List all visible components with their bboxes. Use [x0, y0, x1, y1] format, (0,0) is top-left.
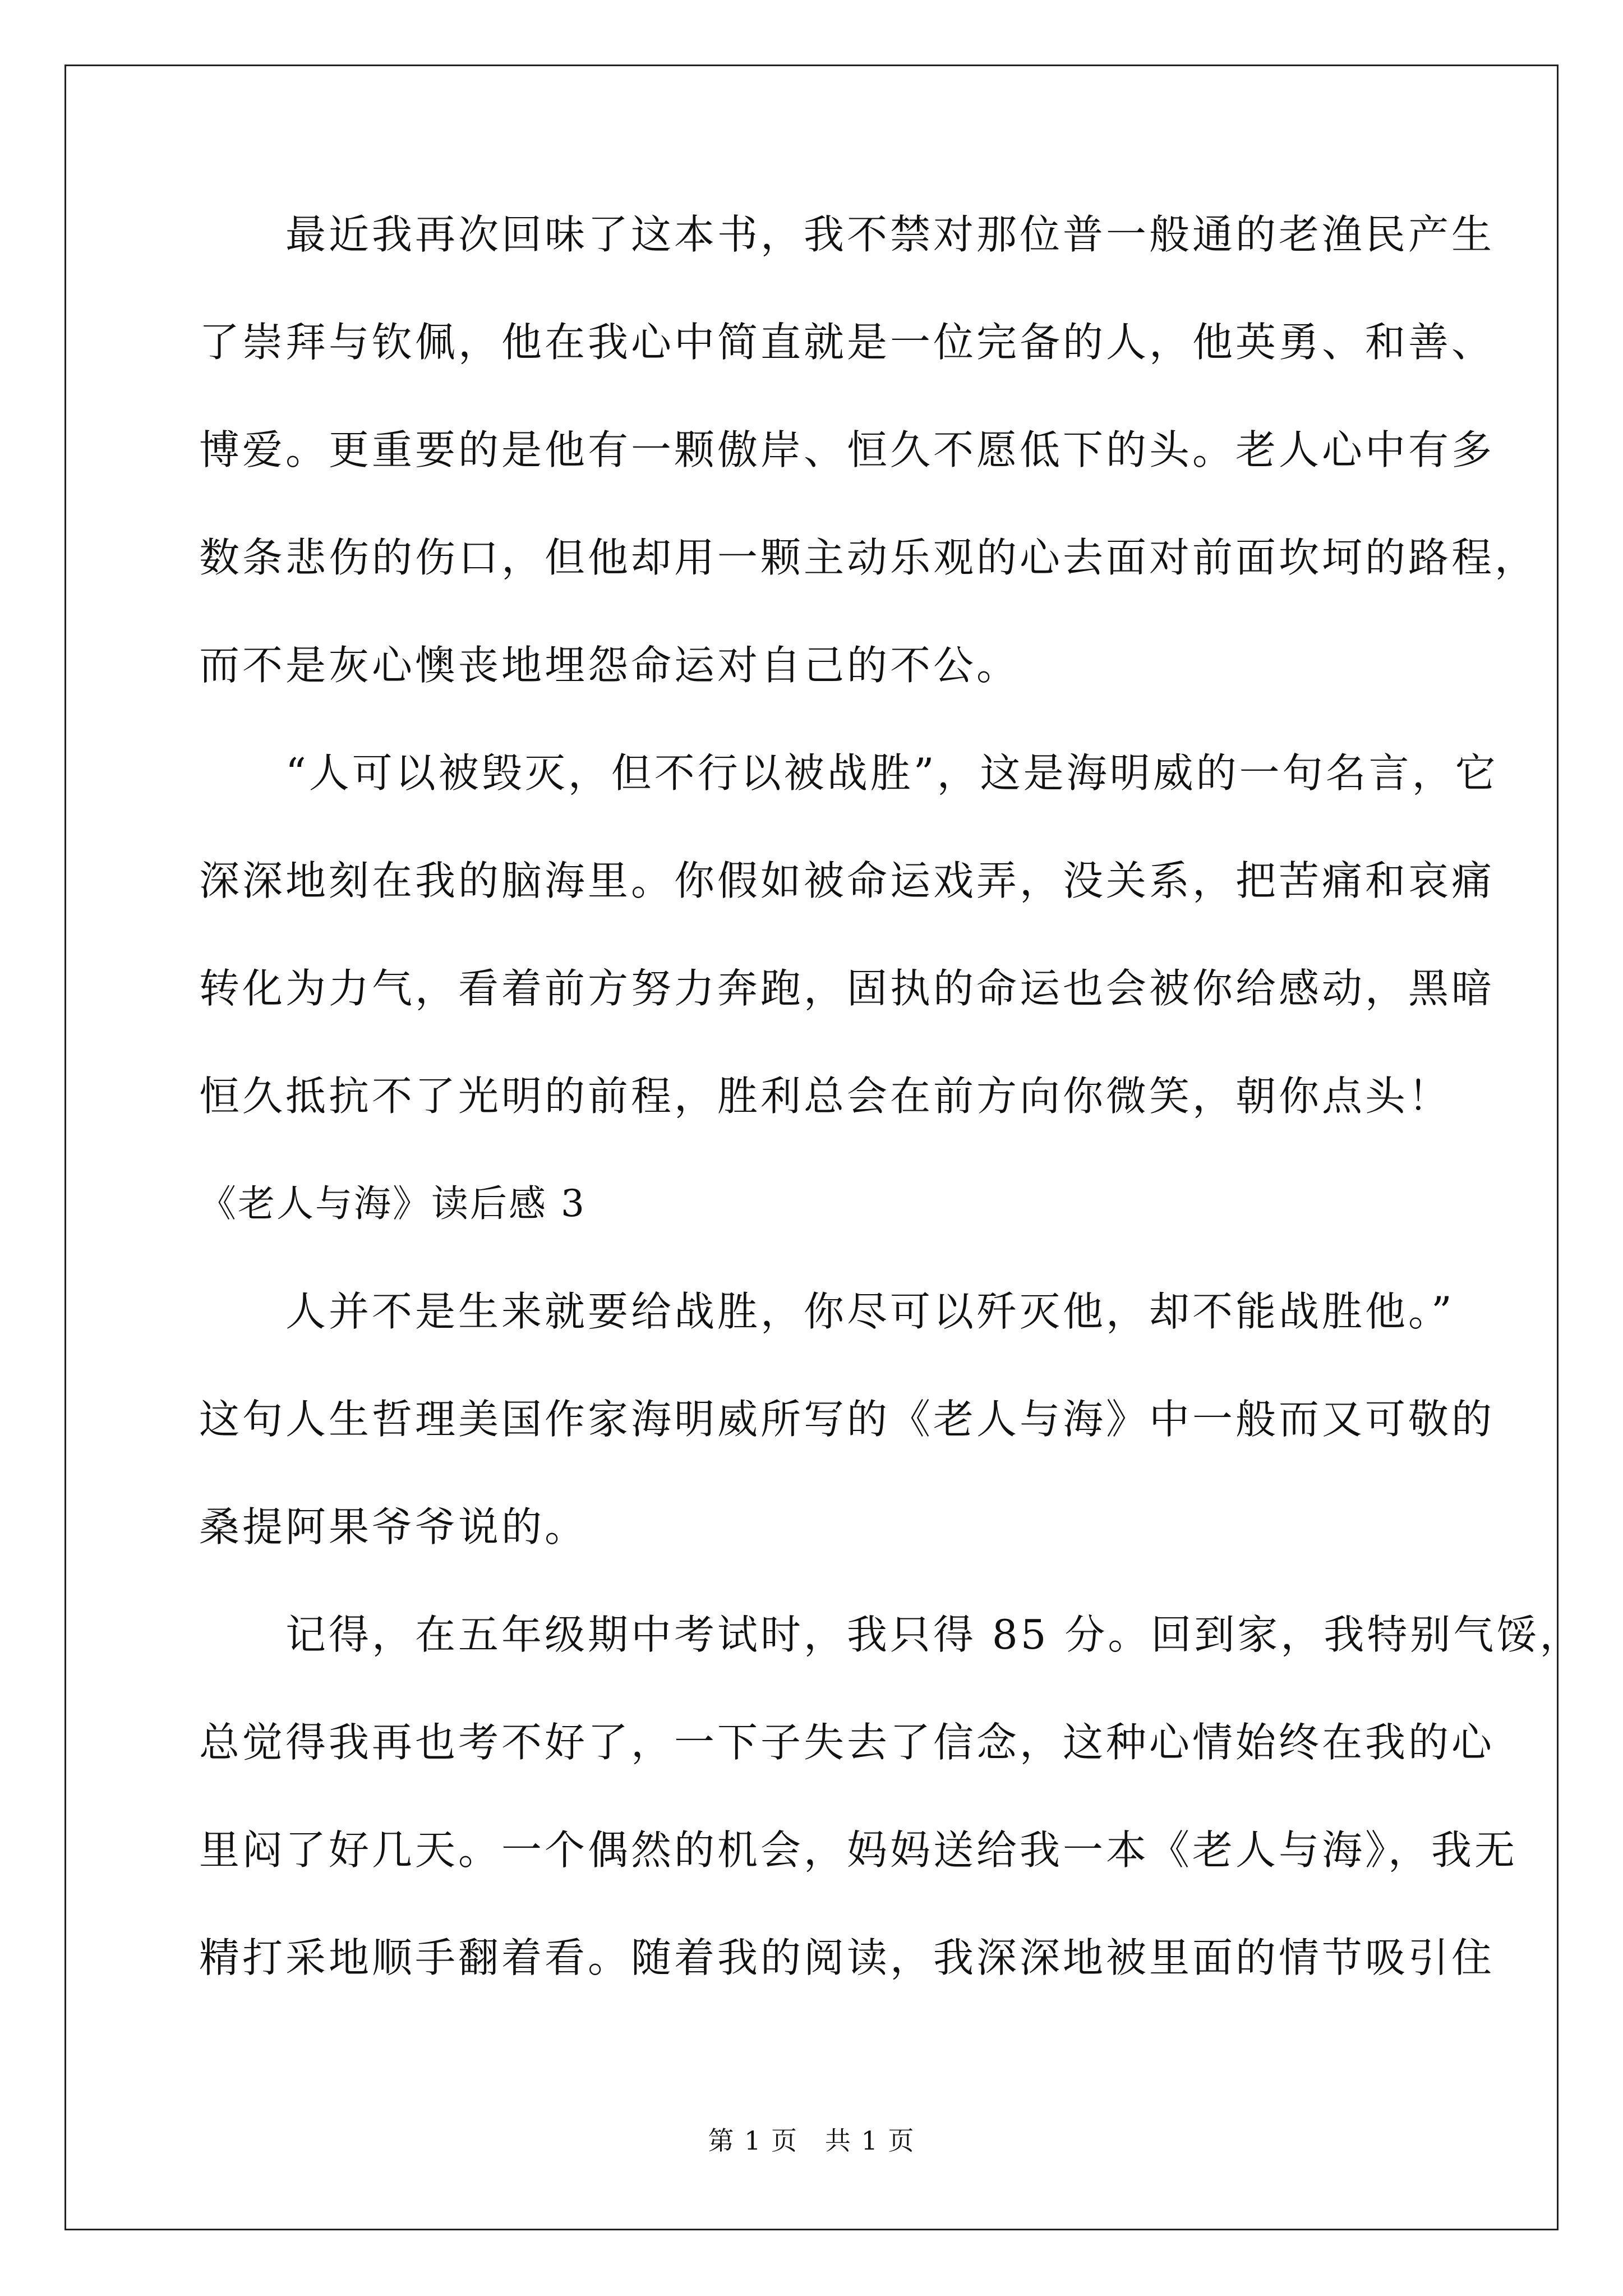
section-heading: 《老人与海》读后感 3 [199, 1182, 586, 1225]
text-line: 而不是灰心懊丧地埋怨命运对自己的不公。 [199, 642, 1020, 689]
text-line: 数条悲伤的伤口，但他却用一颗主动乐观的心去面对前面坎坷的路程， [199, 534, 1538, 581]
text-line: 这句人生哲理美国作家海明威所写的《老人与海》中一般而又可敬的 [199, 1396, 1495, 1443]
text-line: 最近我再次回味了这本书，我不禁对那位普一般通的老渔民产生 [199, 211, 1495, 258]
page-footer: 第 1 页 共 1 页 [708, 2125, 915, 2156]
text-line: 了崇拜与钦佩，他在我心中简直就是一位完备的人，他英勇、和善、 [199, 319, 1495, 366]
text-line: 桑提阿果爷爷说的。 [199, 1503, 588, 1550]
text-line: 转化为力气，看着前方努力奔跑，固执的命运也会被你给感动，黑暗 [199, 965, 1495, 1012]
text-line: 记得，在五年级期中考试时，我只得 85 分。回到家，我特别气馁， [199, 1611, 1583, 1658]
document-body [199, 208, 1583, 2039]
text-line: 博爱。更重要的是他有一颗傲岸、恒久不愿低下的头。老人心中有多 [199, 426, 1495, 473]
text-line: 人并不是生来就要给战胜，你尽可以歼灭他，却不能战胜他。” [199, 1288, 1455, 1335]
text-line: 总觉得我再也考不好了，一下子失去了信念，这种心情始终在我的心 [199, 1719, 1495, 1766]
text-line: 恒久抵抗不了光明的前程，胜利总会在前方向你微笑，朝你点头！ [199, 1073, 1452, 1120]
text-line: 精打采地顺手翻着看。随着我的阅读，我深深地被里面的情节吸引住 [199, 1934, 1495, 1981]
text-line: 深深地刻在我的脑海里。你假如被命运戏弄，没关系，把苦痛和哀痛 [199, 857, 1495, 904]
text-line: “人可以被毁灭，但不行以被战胜”，这是海明威的一句名言，它 [199, 749, 1498, 797]
text-line: 里闷了好几天。一个偶然的机会，妈妈送给我一本《老人与海》，我无 [199, 1826, 1518, 1874]
